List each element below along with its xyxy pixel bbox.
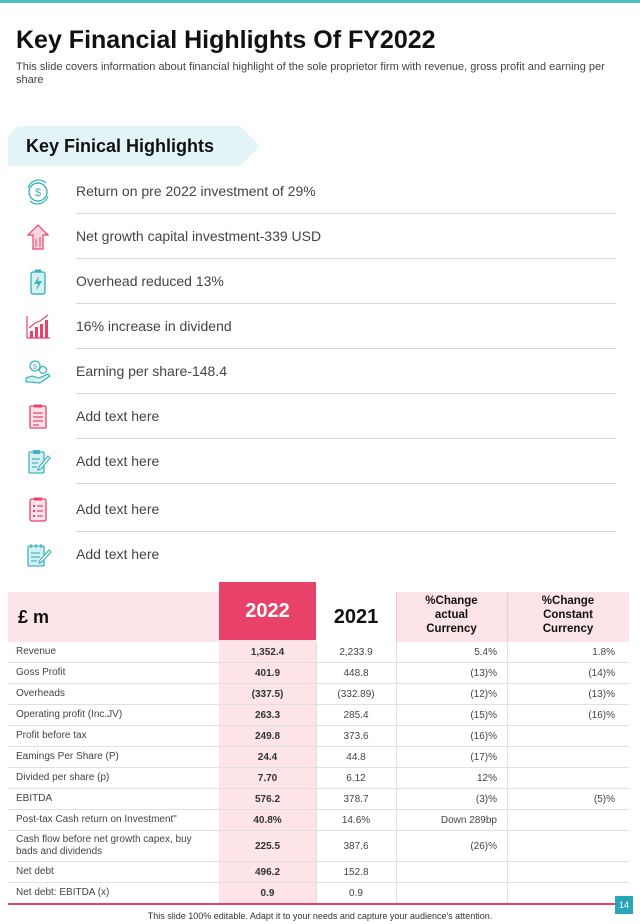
row-label: Operating profit (Inc.JV)	[16, 709, 123, 720]
svg-text:$: $	[34, 187, 42, 199]
cell-2022: 496.2	[219, 862, 316, 882]
table-row	[8, 642, 629, 663]
table-row	[8, 747, 629, 768]
cell-change-actual: Down 289bp	[440, 814, 497, 826]
cell-change-constant	[507, 831, 629, 861]
row-label: Cash flow before net growth capex, buy bads and dividends	[16, 834, 192, 857]
cell-change-constant	[507, 747, 629, 767]
cell-2021: 6.12	[346, 772, 366, 784]
cell-change-constant: (16)%	[588, 709, 615, 721]
cell-change-actual: (12)%	[470, 688, 497, 700]
row-divider	[76, 531, 616, 532]
page-number: 14	[615, 896, 633, 914]
cell-2021: 387.6	[343, 840, 369, 852]
cell-2022: 0.9	[219, 883, 316, 903]
cell-change-actual: (16)%	[470, 730, 497, 742]
notepad-pen-icon	[24, 541, 52, 569]
cell-2021: 373.6	[343, 730, 369, 742]
cell-change-constant: (14)%	[588, 667, 615, 679]
cell-change-actual: (26)%	[470, 840, 497, 852]
cell-change-constant	[507, 726, 629, 746]
cell-2022: 225.5	[219, 831, 316, 861]
cell-change-constant: (5)%	[593, 793, 615, 805]
highlight-text: Add text here	[76, 501, 160, 517]
table-row	[8, 883, 629, 904]
table-row	[8, 831, 629, 862]
cell-2022: 7.70	[219, 768, 316, 788]
cell-2021: 14.6%	[341, 814, 371, 826]
table-row	[8, 862, 629, 883]
row-label: Net debt: EBITDA (x)	[16, 887, 110, 898]
header-unit: £ m	[18, 607, 50, 627]
highlight-text: Add text here	[76, 546, 160, 562]
highlight-text: Overhead reduced 13%	[76, 273, 224, 289]
row-label: Overheads	[16, 688, 65, 699]
cell-change-constant	[507, 768, 629, 788]
cell-2022: 401.9	[219, 663, 316, 683]
page-subtitle: This slide covers information about financial highlight of the sole proprietor firm with revenue, gross profit and earning per share	[16, 61, 605, 86]
table-row	[8, 663, 629, 684]
cell-change-actual: (17)%	[470, 751, 497, 763]
header-2022: 2022	[219, 582, 316, 640]
growth-arrow-icon	[24, 223, 52, 251]
cell-2021: 285.4	[343, 709, 369, 721]
hand-coins-icon	[24, 358, 52, 386]
cell-2022: 40.8%	[219, 810, 316, 830]
cell-2022: 576.2	[219, 789, 316, 809]
table-bottom-rule	[8, 903, 629, 905]
row-label: Divided per share (p)	[16, 772, 110, 783]
cell-2021: 152.8	[343, 866, 369, 878]
bar-chart-icon	[24, 313, 52, 341]
row-label: Profit before tax	[16, 730, 87, 741]
cell-change-constant	[507, 862, 629, 882]
cell-2022: 24.4	[219, 747, 316, 767]
highlight-text: Return on pre 2022 investment of 29%	[76, 183, 316, 199]
cell-2021: 44.8	[346, 751, 366, 763]
cell-2022: 263.3	[219, 705, 316, 725]
return-investment-icon	[24, 178, 52, 206]
cell-change-actual: (15)%	[470, 709, 497, 721]
cell-2022: 1,352.4	[219, 642, 316, 662]
cell-2021: 2,233.9	[339, 646, 373, 658]
row-label: Post-tax Cash return on Investment"	[16, 814, 177, 825]
table-row	[8, 810, 629, 831]
highlight-item	[16, 488, 616, 532]
cell-change-actual: 12%	[476, 772, 497, 784]
highlight-text: Add text here	[76, 453, 160, 469]
cell-2021: 0.9	[349, 887, 363, 899]
clipboard-pen-icon	[24, 448, 52, 476]
row-divider	[76, 393, 616, 394]
cell-2022: 249.8	[219, 726, 316, 746]
cell-change-actual	[396, 862, 507, 882]
svg-text:$: $	[33, 364, 37, 371]
row-label: Net debt	[16, 866, 54, 877]
table-row	[8, 705, 629, 726]
highlight-item	[16, 260, 616, 304]
row-label: Revenue	[16, 646, 57, 657]
column-divider	[507, 642, 508, 904]
top-accent-line	[0, 0, 640, 3]
row-label: Goss Profit	[16, 667, 66, 678]
cell-change-actual	[396, 883, 507, 903]
cell-2021: (332.89)	[337, 688, 375, 700]
page-title: Key Financial Highlights Of FY2022	[16, 26, 436, 54]
cell-2022: (337.5)	[219, 684, 316, 704]
highlight-item	[16, 305, 616, 349]
table-row	[8, 684, 629, 705]
table-row	[8, 726, 629, 747]
column-divider	[316, 642, 317, 904]
table-row	[8, 789, 629, 810]
row-label: EBITDA	[16, 793, 53, 804]
table-row	[8, 768, 629, 789]
highlight-text: 16% increase in dividend	[76, 318, 232, 334]
header-change-constant: %Change Constant Currency	[541, 595, 595, 635]
cell-change-constant: (13)%	[588, 688, 615, 700]
cell-change-actual: (13)%	[470, 667, 497, 679]
header-2021: 2021	[316, 592, 396, 642]
header-change-actual: %Change actual Currency	[425, 595, 478, 635]
highlight-text: Add text here	[76, 408, 160, 424]
cell-2021: 378.7	[343, 793, 369, 805]
highlight-item	[16, 215, 616, 259]
footer-note: This slide 100% editable. Adapt it to your needs and capture your audience's attention.	[147, 911, 493, 921]
battery-icon	[24, 268, 52, 296]
cell-2021: 448.8	[343, 667, 369, 679]
highlight-item	[16, 395, 616, 439]
highlight-item	[16, 350, 616, 394]
row-label: Eamings Per Share (P)	[16, 751, 119, 762]
document-list-icon	[24, 403, 52, 431]
column-divider	[396, 642, 397, 904]
cell-change-actual: 5.4%	[474, 646, 497, 658]
clipboard-list-icon	[24, 496, 52, 524]
row-divider	[76, 258, 616, 259]
row-divider	[76, 438, 616, 439]
row-divider	[76, 303, 616, 304]
highlight-item	[16, 533, 616, 577]
highlight-text: Net growth capital investment-339 USD	[76, 228, 322, 244]
row-divider	[76, 483, 616, 484]
cell-change-constant	[507, 810, 629, 830]
cell-change-constant: 1.8%	[592, 646, 615, 658]
cell-change-actual: (3)%	[475, 793, 497, 805]
section-banner-title: Key Finical Highlights	[26, 136, 215, 156]
highlight-item	[16, 440, 616, 484]
highlight-item	[16, 170, 616, 214]
highlight-text: Earning per share-148.4	[76, 363, 227, 379]
section-banner	[8, 126, 260, 166]
row-divider	[76, 213, 616, 214]
cell-change-constant	[507, 883, 629, 903]
row-divider	[76, 348, 616, 349]
